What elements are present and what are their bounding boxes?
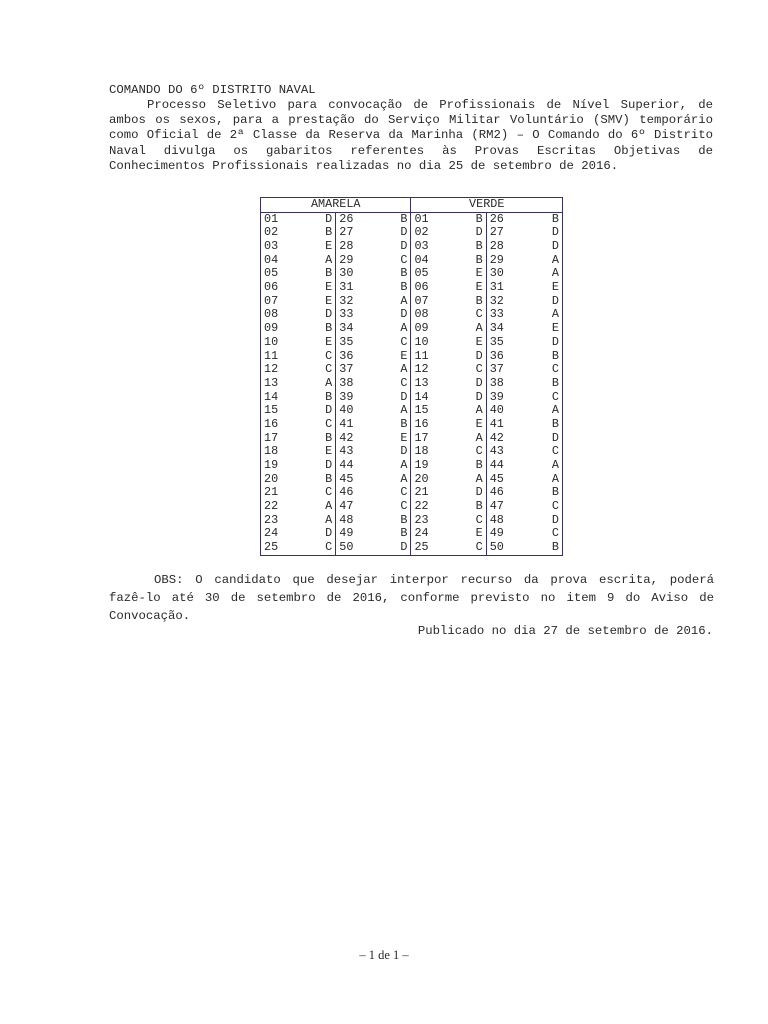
- question-number: 02: [264, 225, 279, 240]
- question-number: 26: [489, 211, 504, 226]
- question-number: 11: [264, 348, 279, 363]
- page-footer: – 1 de 1 –: [359, 948, 409, 962]
- question-number: 13: [414, 375, 429, 390]
- table-row: [261, 281, 563, 295]
- question-number: 06: [414, 280, 429, 295]
- question-number: 43: [489, 444, 504, 459]
- answer-letter: D: [551, 512, 559, 527]
- answer-letter: C: [551, 526, 559, 541]
- answer-letter: E: [551, 321, 559, 336]
- answer-letter: C: [321, 541, 336, 555]
- answer-letter: D: [321, 459, 336, 473]
- table-row: [261, 377, 563, 391]
- question-number: 11: [414, 348, 429, 363]
- question-number: 04: [264, 252, 279, 267]
- question-number: 28: [339, 239, 354, 254]
- answer-letter: C: [471, 541, 486, 555]
- table-row: [261, 418, 563, 432]
- published-date: Publicado no dia 27 de setembro de 2016.: [417, 624, 713, 638]
- question-number: 45: [489, 471, 504, 486]
- answer-letter: D: [396, 226, 411, 240]
- question-number: 06: [264, 280, 279, 295]
- question-number: 46: [339, 485, 354, 500]
- question-number: 35: [489, 334, 504, 349]
- question-number: 40: [489, 403, 504, 418]
- question-number: 09: [264, 321, 279, 336]
- answer-letter: B: [471, 212, 486, 226]
- answer-letter: B: [551, 485, 559, 500]
- question-number: 02: [414, 225, 429, 240]
- question-number: 25: [264, 540, 279, 555]
- answer-letter: B: [471, 240, 486, 254]
- answer-letter: B: [471, 459, 486, 473]
- question-number: 03: [414, 239, 429, 254]
- question-number: 38: [489, 375, 504, 390]
- answer-letter: D: [551, 334, 559, 349]
- answer-letter: B: [396, 418, 411, 432]
- table-row: [261, 254, 563, 268]
- answer-letter: D: [321, 527, 336, 541]
- table-row: [261, 432, 563, 446]
- question-number: 15: [264, 403, 279, 418]
- answer-letter: C: [321, 350, 336, 364]
- question-number: 48: [489, 512, 504, 527]
- answer-letter: D: [471, 377, 486, 391]
- question-number: 30: [489, 266, 504, 281]
- question-number: 34: [339, 321, 354, 336]
- question-number: 09: [414, 321, 429, 336]
- answer-letter: D: [471, 226, 486, 240]
- answer-key-table: [260, 197, 563, 556]
- question-number: 47: [489, 499, 504, 514]
- intro-paragraph: Processo Seletivo para convocação de Profissionais de Nível Superior, de ambos os sexos, para a prestação do Serviço Militar Voluntário (SMV) temporário como Oficial de 2ª Classe da Reserva da Marinha (RM2) – O Comando do 6º Distrito Naval divulga os gabaritos referentes às Provas Escritas Objetivas de Conhecimentos Profissionais realizadas no dia 25 de setembro de 2016.: [109, 98, 713, 173]
- answer-letter: D: [396, 391, 411, 405]
- answer-letter: C: [321, 486, 336, 500]
- question-number: 39: [339, 389, 354, 404]
- answer-letter: D: [396, 445, 411, 459]
- answer-letter: A: [551, 471, 559, 486]
- answer-letter: C: [551, 389, 559, 404]
- question-number: 50: [489, 540, 504, 555]
- answer-letter: A: [396, 404, 411, 418]
- answer-letter: B: [396, 514, 411, 528]
- table-row: [261, 500, 563, 514]
- answer-letter: C: [396, 486, 411, 500]
- answer-letter: D: [396, 308, 411, 322]
- answer-letter: B: [396, 212, 411, 226]
- answer-letter: E: [471, 418, 486, 432]
- table-row: [261, 473, 563, 487]
- answer-letter: D: [396, 541, 411, 555]
- question-number: 47: [339, 499, 354, 514]
- obs-note: OBS: O candidato que desejar interpor recurso da prova escrita, poderá fazê-lo até 30 de setembro de 2016, conforme previsto no item 9 do Aviso de Convocação.: [109, 573, 714, 623]
- answer-letter: D: [551, 239, 559, 254]
- answer-letter: A: [471, 432, 486, 446]
- answer-letter: E: [471, 527, 486, 541]
- answer-letter: A: [551, 307, 559, 322]
- answer-letter: C: [471, 514, 486, 528]
- answer-key-body: [261, 212, 563, 555]
- question-number: 22: [264, 499, 279, 514]
- table-row: [261, 363, 563, 377]
- question-number: 25: [414, 540, 429, 555]
- question-number: 31: [339, 280, 354, 295]
- question-number: 07: [414, 293, 429, 308]
- answer-letter: A: [321, 500, 336, 514]
- answer-letter: B: [321, 432, 336, 446]
- answer-letter: A: [551, 252, 559, 267]
- answer-letter: C: [551, 444, 559, 459]
- answer-letter: B: [551, 416, 559, 431]
- answer-letter: B: [471, 295, 486, 309]
- table-row: [261, 308, 563, 322]
- answer-letter: A: [396, 322, 411, 336]
- question-number: 05: [264, 266, 279, 281]
- answer-letter: D: [471, 391, 486, 405]
- answer-letter: A: [321, 514, 336, 528]
- question-number: 28: [489, 239, 504, 254]
- answer-letter: B: [396, 281, 411, 295]
- answer-letter: C: [396, 500, 411, 514]
- answer-letter: B: [551, 211, 559, 226]
- answer-letter: C: [396, 254, 411, 268]
- question-number: 26: [339, 211, 354, 226]
- answer-letter: B: [321, 267, 336, 281]
- question-number: 14: [414, 389, 429, 404]
- question-number: 16: [414, 416, 429, 431]
- answer-letter: A: [396, 473, 411, 487]
- answer-letter: B: [396, 267, 411, 281]
- answer-letter: E: [321, 336, 336, 350]
- answer-letter: C: [551, 499, 559, 514]
- question-number: 49: [489, 526, 504, 541]
- table-row: [261, 322, 563, 336]
- table-row: [261, 541, 563, 555]
- answer-letter: B: [471, 254, 486, 268]
- question-number: 12: [264, 362, 279, 377]
- question-number: 21: [414, 485, 429, 500]
- answer-letter: A: [396, 459, 411, 473]
- answer-letter: D: [551, 430, 559, 445]
- answer-letter: B: [551, 540, 559, 555]
- answer-letter: C: [471, 445, 486, 459]
- question-number: 12: [414, 362, 429, 377]
- question-number: 22: [414, 499, 429, 514]
- question-number: 08: [264, 307, 279, 322]
- question-number: 34: [489, 321, 504, 336]
- answer-letter: E: [321, 240, 336, 254]
- answer-letter: A: [551, 458, 559, 473]
- question-number: 10: [414, 334, 429, 349]
- table-row: [261, 514, 563, 528]
- answer-letter: C: [396, 377, 411, 391]
- answer-letter: C: [321, 363, 336, 377]
- answer-letter: E: [551, 280, 559, 295]
- answer-letter: D: [551, 293, 559, 308]
- answer-letter: B: [396, 527, 411, 541]
- answer-letter: E: [396, 432, 411, 446]
- question-number: 44: [489, 458, 504, 473]
- question-number: 48: [339, 512, 354, 527]
- question-number: 43: [339, 444, 354, 459]
- table-row: [261, 445, 563, 459]
- answer-letter: D: [321, 308, 336, 322]
- question-number: 27: [339, 225, 354, 240]
- answer-letter: E: [471, 281, 486, 295]
- question-number: 39: [489, 389, 504, 404]
- table-row: [261, 527, 563, 541]
- question-number: 19: [414, 458, 429, 473]
- question-number: 36: [489, 348, 504, 363]
- answer-letter: A: [551, 403, 559, 418]
- table-row: [261, 459, 563, 473]
- question-number: 40: [339, 403, 354, 418]
- answer-letter: E: [396, 350, 411, 364]
- question-number: 44: [339, 458, 354, 473]
- question-number: 31: [489, 280, 504, 295]
- answer-letter: E: [471, 336, 486, 350]
- question-number: 46: [489, 485, 504, 500]
- answer-letter: B: [321, 226, 336, 240]
- question-number: 49: [339, 526, 354, 541]
- table-row: [261, 295, 563, 309]
- answer-letter: E: [471, 267, 486, 281]
- table-row: [261, 404, 563, 418]
- question-number: 18: [264, 444, 279, 459]
- answer-letter: D: [396, 240, 411, 254]
- answer-letter: A: [321, 254, 336, 268]
- heading: COMANDO DO 6º DISTRITO NAVAL: [109, 83, 316, 97]
- question-number: 42: [489, 430, 504, 445]
- answer-letter: A: [471, 473, 486, 487]
- header-verde: VERDE: [411, 198, 563, 213]
- question-number: 27: [489, 225, 504, 240]
- question-number: 13: [264, 375, 279, 390]
- question-number: 20: [414, 471, 429, 486]
- question-number: 01: [414, 211, 429, 226]
- table-row: [261, 336, 563, 350]
- answer-letter: E: [321, 295, 336, 309]
- question-number: 07: [264, 293, 279, 308]
- answer-letter: D: [551, 225, 559, 240]
- table-row: [261, 212, 563, 226]
- question-number: 33: [489, 307, 504, 322]
- answer-letter: B: [471, 500, 486, 514]
- answer-letter: A: [471, 404, 486, 418]
- table-row: [261, 226, 563, 240]
- answer-letter: E: [321, 281, 336, 295]
- answer-letter: C: [551, 362, 559, 377]
- question-number: 21: [264, 485, 279, 500]
- answer-letter: C: [471, 308, 486, 322]
- question-number: 33: [339, 307, 354, 322]
- question-number: 37: [489, 362, 504, 377]
- question-number: 03: [264, 239, 279, 254]
- answer-letter: D: [321, 404, 336, 418]
- question-number: 17: [414, 430, 429, 445]
- question-number: 15: [414, 403, 429, 418]
- answer-letter: D: [321, 212, 336, 226]
- answer-letter: A: [471, 322, 486, 336]
- question-number: 41: [339, 416, 354, 431]
- question-number: 41: [489, 416, 504, 431]
- question-number: 05: [414, 266, 429, 281]
- answer-letter: A: [396, 295, 411, 309]
- table-header-row: [261, 198, 563, 213]
- answer-letter: D: [471, 486, 486, 500]
- table-row: [261, 486, 563, 500]
- question-number: 04: [414, 252, 429, 267]
- question-number: 24: [264, 526, 279, 541]
- question-number: 16: [264, 416, 279, 431]
- question-number: 23: [264, 512, 279, 527]
- answer-letter: B: [551, 375, 559, 390]
- answer-letter: C: [321, 418, 336, 432]
- question-number: 01: [264, 211, 279, 226]
- table-row: [261, 267, 563, 281]
- question-number: 19: [264, 458, 279, 473]
- question-number: 10: [264, 334, 279, 349]
- question-number: 32: [489, 293, 504, 308]
- answer-letter: A: [551, 266, 559, 281]
- question-number: 45: [339, 471, 354, 486]
- question-number: 20: [264, 471, 279, 486]
- answer-letter: C: [471, 363, 486, 377]
- question-number: 35: [339, 334, 354, 349]
- question-number: 08: [414, 307, 429, 322]
- table-row: [261, 391, 563, 405]
- answer-letter: B: [321, 391, 336, 405]
- answer-letter: A: [396, 363, 411, 377]
- question-number: 23: [414, 512, 429, 527]
- question-number: 24: [414, 526, 429, 541]
- question-number: 29: [489, 252, 504, 267]
- header-amarela: AMARELA: [261, 198, 411, 213]
- question-number: 29: [339, 252, 354, 267]
- question-number: 17: [264, 430, 279, 445]
- answer-letter: E: [321, 445, 336, 459]
- question-number: 50: [339, 540, 354, 555]
- question-number: 42: [339, 430, 354, 445]
- answer-letter: B: [551, 348, 559, 363]
- answer-letter: D: [471, 350, 486, 364]
- answer-letter: B: [321, 473, 336, 487]
- table-row: [261, 350, 563, 364]
- question-number: 38: [339, 375, 354, 390]
- question-number: 30: [339, 266, 354, 281]
- table-row: [261, 240, 563, 254]
- answer-letter: A: [321, 377, 336, 391]
- question-number: 37: [339, 362, 354, 377]
- question-number: 18: [414, 444, 429, 459]
- answer-letter: B: [321, 322, 336, 336]
- question-number: 32: [339, 293, 354, 308]
- answer-letter: C: [396, 336, 411, 350]
- question-number: 36: [339, 348, 354, 363]
- question-number: 14: [264, 389, 279, 404]
